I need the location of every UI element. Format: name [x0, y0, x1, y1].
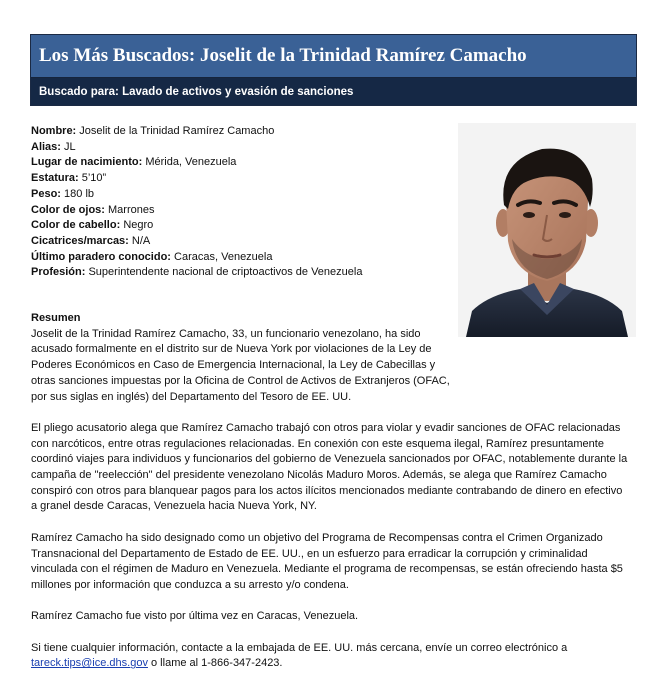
fact-name [31, 124, 451, 140]
fact-last-seen [31, 250, 451, 266]
fact-value: Joselit de la Trinidad Ramírez Camacho [79, 125, 275, 137]
fact-label: Alias: [31, 140, 61, 153]
fact-label: Cicatrices/marcas: [31, 234, 129, 247]
fact-value: Marrones [108, 203, 155, 216]
summary-paragraph-2: El pliego acusatorio alega que Ramírez Camacho trabajó con otros para violar y evadir sanciones de OFAC relacionadas con narcóticos, entre otras regulaciones relacionadas. En conexión con este esquema ilegal, Ramírez presuntamente coordinó viajes para individuos y funcionarios del gobierno de Venezuela sancionados por OFAC, notablemente durante la campaña de "reelección" del presidente venezolano Nicolás Maduro Moros. Además, se alega que Ramírez Camacho conspiró con otros para blanquear pagos para los actos ilícitos mencionados mediante contrabando de dinero en efectivo a granel desde Caracas, Venezuela hacia Nueva York, NY. [31, 421, 628, 513]
summary-section [31, 311, 631, 688]
fact-label: Nombre: [31, 125, 77, 137]
summary-paragraph-3: Ramírez Camacho ha sido designado como un objetivo del Programa de Recompensas contra el Crimen Organizado Transnacional del Departamento de Estado de EE. UU., en un esfuerzo para erradicar la corrupción y criminalidad vinculada con el régimen de Maduro en Venezuela. Mediante el programa de recompensas, se están ofreciendo hasta $5 millones por información que conduzca a su arresto y/o condena. [31, 531, 623, 591]
summary-paragraph-1: Joselit de la Trinidad Ramírez Camacho, 33, un funcionario venezolano, ha sido acusado formalmente en el distrito sur de Nueva York por violaciones de la Ley de Poderes Económicos en Caso de Emergencia Internacional, la Ley de Cabecillas y otras sanciones impuestas por la Oficina de Control de Activos de Extranjeros (OFAC, por sus siglas en inglés) del Departamento del Tesoro de EE. UU. [31, 327, 450, 403]
header [30, 34, 637, 106]
fact-label: Peso: [31, 187, 61, 200]
fact-label: Último paradero conocido: [31, 250, 171, 263]
facts-list [31, 124, 451, 281]
summary-heading: Resumen [31, 312, 81, 324]
fact-weight [31, 187, 451, 203]
fact-label: Color de ojos: [31, 203, 105, 216]
fact-scars [31, 234, 451, 250]
wanted-for-bar [31, 78, 636, 105]
fact-height [31, 171, 451, 187]
fact-value: Caracas, Venezuela [174, 250, 273, 263]
fact-value: Negro [123, 219, 154, 232]
fact-value: 5’10” [81, 172, 107, 185]
fact-profession [31, 265, 451, 281]
fact-value: Superintendente nacional de criptoactivos de Venezuela [88, 266, 363, 279]
fact-birthplace [31, 155, 451, 171]
fact-label: Color de cabello: [31, 219, 121, 232]
fact-value: N/A [131, 234, 151, 247]
fact-value: Mérida, Venezuela [145, 156, 237, 169]
fact-eye-color [31, 203, 451, 219]
contact-text-post: o llame al 1-866-347-2423. [147, 657, 283, 670]
summary-paragraph-4: Ramírez Camacho fue visto por última vez en Caracas, Venezuela. [31, 610, 359, 623]
portrait-illustration [458, 123, 636, 337]
suspect-photo [458, 123, 636, 337]
contact-paragraph [31, 641, 631, 672]
fact-label: Lugar de nacimiento: [31, 156, 143, 169]
title-bar [31, 35, 636, 78]
fact-alias [31, 140, 451, 156]
fact-hair-color [31, 218, 451, 234]
wanted-for-text: Buscado para: Lavado de activos y evasión de sanciones [39, 85, 354, 98]
fact-value: JL [64, 140, 76, 153]
fact-label: Estatura: [31, 172, 79, 185]
contact-text-pre: Si tiene cualquier información, contacte a la embajada de EE. UU. más cercana, envíe un correo electrónico a [31, 641, 568, 654]
contact-email-link[interactable]: tareck.tips@ice.dhs.gov [31, 657, 148, 670]
fact-value: 180 lb [64, 187, 95, 200]
fact-label: Profesión: [31, 266, 86, 279]
page-title: Los Más Buscados: Joselit de la Trinidad Ramírez Camacho [39, 45, 527, 66]
